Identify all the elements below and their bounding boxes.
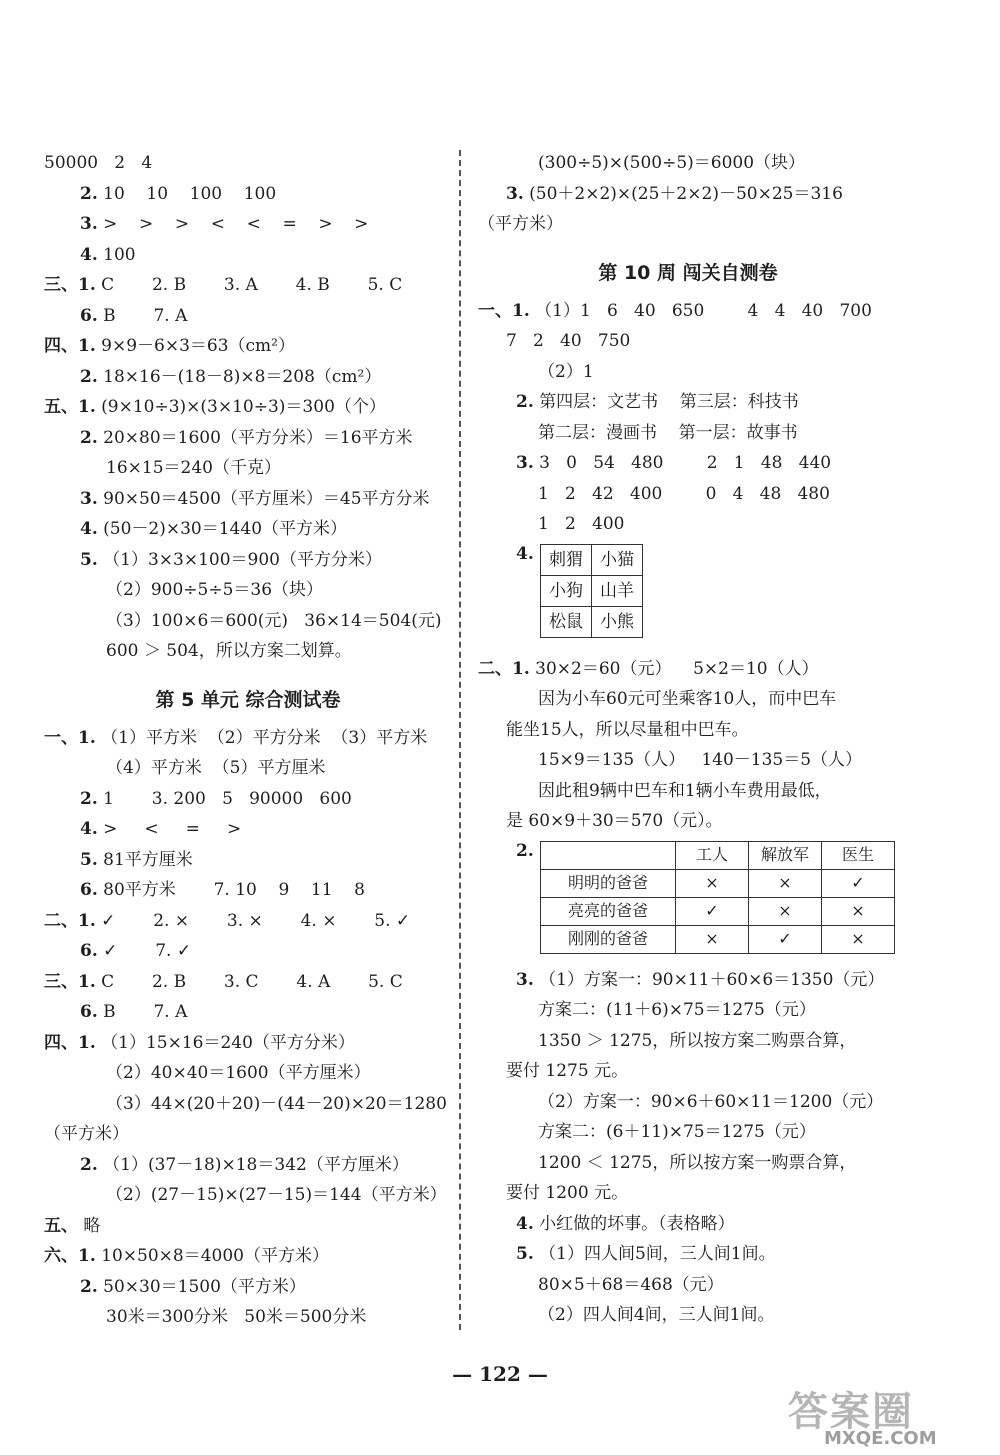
table-cell: 山羊 xyxy=(592,575,643,606)
answer-text: 90×50＝4500（平方厘米）＝45平方分米 xyxy=(103,488,430,509)
answer-line xyxy=(478,179,898,210)
answer-text: （1）平方米 （2）平方分米 （3）平方米 xyxy=(101,727,428,748)
answer-text: 1350 ＞ 1275，所以按方案二购票合算， xyxy=(538,1030,857,1051)
question-number: 三、1. xyxy=(44,275,96,295)
left-column xyxy=(44,148,452,1333)
answer-text: （3）100×6＝600(元) 36×14＝504(元) xyxy=(106,610,442,631)
answer-text: 1 2 42 400 0 4 48 480 xyxy=(538,483,830,504)
question-number: 4. xyxy=(80,519,98,539)
table-cell: × xyxy=(749,869,822,897)
table-header-cell xyxy=(541,841,676,869)
answer-line xyxy=(44,753,452,784)
answer-text: 方案二：(6＋11)×75＝1275（元） xyxy=(538,1122,816,1142)
table-row xyxy=(541,869,895,897)
table-row xyxy=(541,575,643,606)
question-number: 3. xyxy=(506,183,524,204)
answer-text: （平方米） xyxy=(478,214,563,234)
answer-text: ✓ 7. ✓ xyxy=(103,941,192,961)
answer-text: （2）方案一：90×6＋60×11＝1200（元） xyxy=(538,1091,884,1112)
left-lines-part2 xyxy=(44,723,452,1333)
question-number: 六、1. xyxy=(44,1246,96,1266)
question-number: 4. xyxy=(516,1213,534,1234)
table-cell: 小狗 xyxy=(541,575,592,606)
right-lines-part2 xyxy=(478,296,898,540)
answer-text: 因为小车60元可坐乘客10人，而中巴车 xyxy=(538,689,837,709)
table-row xyxy=(541,544,643,575)
answer-text: > > > < < = > > xyxy=(103,214,369,234)
answer-line xyxy=(44,636,452,667)
right-lines-part4 xyxy=(478,965,898,1331)
question-number: 2. xyxy=(80,427,98,448)
answer-line xyxy=(44,723,452,754)
answer-line xyxy=(44,1272,452,1303)
answer-text: （1）(37－18)×18＝342（平方厘米） xyxy=(103,1154,409,1175)
answer-line xyxy=(44,606,452,637)
table-cell: × xyxy=(822,925,895,953)
question-number: 2. xyxy=(80,183,98,204)
answer-text: （3）44×(20＋20)－(44－20)×20＝1280 xyxy=(106,1093,447,1114)
question-number: 6. xyxy=(80,1002,98,1022)
answer-line xyxy=(44,936,452,967)
answer-line xyxy=(478,387,898,418)
answer-line xyxy=(478,995,898,1026)
answer-text: 第四层：文艺书 第三层：科技书 xyxy=(539,392,799,412)
answer-text: > < = > xyxy=(103,819,242,839)
answer-line xyxy=(44,575,452,606)
answer-text: 600 ＞ 504，所以方案二划算。 xyxy=(106,641,352,661)
answer-line xyxy=(44,1180,452,1211)
answer-text: 50000 2 4 xyxy=(44,153,153,173)
right-lines-part3 xyxy=(478,654,898,837)
left-section-title: 第 5 单元 综合测试卷 xyxy=(155,688,341,711)
answer-text: （1）15×16＝240（平方分米） xyxy=(101,1032,355,1053)
answer-line xyxy=(478,326,898,357)
answer-text: 要付 1200 元。 xyxy=(506,1183,629,1203)
answer-text: 因此租9辆中巴车和1辆小车费用最低， xyxy=(538,780,832,801)
question-number: 2. xyxy=(80,366,98,387)
answer-line xyxy=(478,965,898,996)
table-cell: 刚刚的爸爸 xyxy=(541,925,676,953)
table-cell: × xyxy=(749,897,822,925)
right-column xyxy=(478,148,898,1331)
question-number: 四、1. xyxy=(44,1032,96,1053)
question-number: 4. xyxy=(80,819,98,839)
answer-text: 3 0 54 480 2 1 48 440 xyxy=(539,453,832,473)
answer-line xyxy=(478,654,898,685)
answer-text: 9×9－6×3＝63（cm²） xyxy=(101,336,295,356)
question-number: 五、1. xyxy=(44,397,96,417)
answer-line xyxy=(478,1270,898,1301)
job-table-block xyxy=(478,841,898,965)
job-table-label: 2. xyxy=(516,840,534,861)
answer-text: (50－2)×30＝1440（平方米） xyxy=(103,519,348,539)
answer-text: B 7. A xyxy=(103,305,188,326)
left-lines-part1 xyxy=(44,148,452,667)
answer-line xyxy=(44,875,452,906)
table-cell: 亮亮的爸爸 xyxy=(541,897,676,925)
answer-line xyxy=(478,1239,898,1270)
answer-text: B 7. A xyxy=(103,1002,188,1022)
answer-text: (9×10÷3)×(3×10÷3)＝300（个） xyxy=(101,397,386,417)
answer-text: （2）1 xyxy=(538,361,594,382)
question-number: 2. xyxy=(80,1276,98,1297)
question-number: 四、1. xyxy=(44,336,96,356)
table-cell: 小猫 xyxy=(592,544,643,575)
answer-text: 是 60×9＋30＝570（元）。 xyxy=(506,811,723,831)
answer-text: （1）3×3×100＝900（平方分米） xyxy=(103,549,382,570)
answer-text: （1）1 6 40 650 4 4 40 700 xyxy=(535,300,872,321)
table-header-cell: 工人 xyxy=(676,841,749,869)
answer-line xyxy=(44,997,452,1028)
question-number: 二、1. xyxy=(478,658,530,679)
answer-text: ✓ 2. × 3. × 4. × 5. ✓ xyxy=(101,910,411,931)
table-cell: 刺猬 xyxy=(541,544,592,575)
answer-line xyxy=(44,906,452,937)
answer-line xyxy=(44,967,452,998)
table-cell: ✓ xyxy=(749,925,822,953)
question-number: 3. xyxy=(516,969,534,990)
job-table xyxy=(540,841,895,954)
question-number: 2. xyxy=(80,1154,98,1175)
animal-table-label: 4. xyxy=(516,543,534,564)
table-row xyxy=(541,897,895,925)
table-cell: ✓ xyxy=(676,897,749,925)
answer-line xyxy=(478,1117,898,1148)
question-number: 6. xyxy=(80,880,98,900)
watermark-logo xyxy=(788,1389,978,1450)
table-cell: × xyxy=(676,869,749,897)
answer-text: 18×16－(18－8)×8＝208（cm²） xyxy=(103,366,382,387)
answer-text: 要付 1275 元。 xyxy=(506,1061,629,1081)
table-header-cell: 解放军 xyxy=(749,841,822,869)
answer-text: 第二层：漫画书 第一层：故事书 xyxy=(538,422,798,443)
question-number: 2. xyxy=(516,392,534,412)
answer-text: （2）900÷5÷5＝36（块） xyxy=(106,580,324,600)
answer-line xyxy=(44,270,452,301)
answer-line xyxy=(478,1178,898,1209)
question-number: 3. xyxy=(80,214,98,234)
answer-text: （2）40×40＝1600（平方厘米） xyxy=(106,1063,371,1083)
answer-line xyxy=(478,209,898,240)
answer-line xyxy=(44,1119,452,1150)
answer-text: 方案二：(11＋6)×75＝1275（元） xyxy=(538,1000,816,1020)
answer-line xyxy=(478,509,898,540)
question-number: 5. xyxy=(80,849,98,870)
answer-text: （平方米） xyxy=(44,1124,129,1144)
table-cell: × xyxy=(822,897,895,925)
question-number: 5. xyxy=(80,549,98,570)
answer-line xyxy=(478,776,898,807)
answer-text: 1 2 400 xyxy=(538,514,625,534)
answer-line xyxy=(44,362,452,393)
answer-text: C 2. B 3. C 4. A 5. C xyxy=(101,971,403,992)
answer-line xyxy=(478,806,898,837)
answer-line xyxy=(478,1209,898,1240)
answer-text: 30×2＝60（元） 5×2＝10（人） xyxy=(535,658,819,679)
question-number: 2. xyxy=(80,788,98,809)
answer-text: 10 10 100 100 xyxy=(103,183,277,204)
question-number: 3. xyxy=(80,488,98,509)
answer-line xyxy=(44,240,452,271)
table-cell: 小熊 xyxy=(592,606,643,637)
answer-text: 1200 ＜ 1275，所以按方案一购票合算， xyxy=(538,1152,857,1173)
answer-line xyxy=(478,296,898,327)
question-number: 五、 xyxy=(44,1215,78,1236)
answer-line xyxy=(44,331,452,362)
question-number: 4. xyxy=(80,244,98,265)
answer-text: 能坐15人，所以尽量租中巴车。 xyxy=(506,719,749,740)
table-cell: ✓ xyxy=(822,869,895,897)
answer-text: (300÷5)×(500÷5)＝6000（块） xyxy=(538,153,806,173)
answer-line xyxy=(44,423,452,454)
answer-line xyxy=(478,357,898,388)
answer-line xyxy=(44,301,452,332)
answer-line xyxy=(478,1148,898,1179)
answer-text: 100 xyxy=(103,244,136,265)
question-number: 3. xyxy=(516,453,534,473)
answer-line xyxy=(478,448,898,479)
answer-text: 10×50×8＝4000（平方米） xyxy=(101,1246,329,1266)
answer-line xyxy=(44,1028,452,1059)
watermark-chars: 答案圈 xyxy=(788,1389,914,1435)
question-number: 6. xyxy=(80,941,98,961)
answer-line xyxy=(478,684,898,715)
answer-line xyxy=(478,715,898,746)
question-number: 一、1. xyxy=(44,727,96,748)
answer-text: 20×80＝1600（平方分米）＝16平方米 xyxy=(103,427,413,448)
answer-line xyxy=(44,392,452,423)
watermark-url: MXQE.COM xyxy=(824,1428,937,1449)
answer-line xyxy=(44,1302,452,1333)
answer-line xyxy=(478,418,898,449)
column-divider xyxy=(459,150,461,1330)
answer-text: (50＋2×2)×(25＋2×2)－50×25＝316 xyxy=(529,183,843,204)
answer-line xyxy=(478,479,898,510)
answer-line xyxy=(44,784,452,815)
right-lines-part1 xyxy=(478,148,898,240)
answer-line xyxy=(478,1056,898,1087)
answer-text: 略 xyxy=(83,1215,101,1236)
answer-text: 15×9＝135（人） 140－135＝5（人） xyxy=(538,750,863,770)
answer-text: （2）四人间4间，三人间1间。 xyxy=(538,1305,775,1325)
answer-line xyxy=(44,209,452,240)
answer-line xyxy=(44,1089,452,1120)
question-number: 三、1. xyxy=(44,971,96,992)
answer-text: 小红做的坏事。（表格略） xyxy=(539,1213,735,1234)
table-header-cell: 医生 xyxy=(822,841,895,869)
answer-text: 16×15＝240（千克） xyxy=(106,458,281,478)
table-header-row xyxy=(541,841,895,869)
answer-line xyxy=(478,148,898,179)
answer-line xyxy=(478,1087,898,1118)
table-cell: 明明的爸爸 xyxy=(541,869,676,897)
answer-text: 80×5＋68＝468（元） xyxy=(538,1274,724,1295)
answer-text: （1）四人间5间，三人间1间。 xyxy=(539,1244,776,1264)
answer-text: （4）平方米 （5）平方厘米 xyxy=(106,758,326,778)
answer-line xyxy=(44,148,452,179)
answer-line xyxy=(44,514,452,545)
table-row xyxy=(541,606,643,637)
answer-line xyxy=(478,1026,898,1057)
answer-line xyxy=(44,1211,452,1242)
question-number: 6. xyxy=(80,305,98,326)
answer-line xyxy=(44,453,452,484)
answer-line xyxy=(44,1058,452,1089)
table-row xyxy=(541,925,895,953)
table-cell: × xyxy=(676,925,749,953)
answer-text: （1）方案一：90×11＋60×6＝1350（元） xyxy=(539,969,885,990)
answer-line xyxy=(478,1300,898,1331)
answer-line xyxy=(44,845,452,876)
answer-text: C 2. B 3. A 4. B 5. C xyxy=(101,275,403,295)
right-section-title: 第 10 周 闯关自测卷 xyxy=(598,261,778,284)
answer-line xyxy=(44,545,452,576)
answer-text: （2）(27－15)×(27－15)＝144（平方米） xyxy=(106,1185,447,1205)
question-number: 5. xyxy=(516,1244,534,1264)
page-number: — 122 — xyxy=(452,1362,548,1386)
answer-text: 1 3. 200 5 90000 600 xyxy=(103,788,352,809)
answer-line xyxy=(44,814,452,845)
question-number: 二、1. xyxy=(44,910,96,931)
answer-text: 80平方米 7. 10 9 11 8 xyxy=(103,880,365,900)
answer-text: 50×30＝1500（平方米） xyxy=(103,1276,306,1297)
answer-line xyxy=(44,1150,452,1181)
answer-text: 30米＝300分米 50米＝500分米 xyxy=(106,1307,367,1327)
animal-table xyxy=(540,544,643,638)
question-number: 一、1. xyxy=(478,300,530,321)
table-cell: 松鼠 xyxy=(541,606,592,637)
answer-line xyxy=(44,1241,452,1272)
answer-text: 7 2 40 750 xyxy=(506,331,631,351)
answer-line xyxy=(44,484,452,515)
answer-line xyxy=(478,745,898,776)
animal-table-block xyxy=(478,544,898,654)
answer-text: 81平方厘米 xyxy=(103,849,193,870)
answer-line xyxy=(44,179,452,210)
